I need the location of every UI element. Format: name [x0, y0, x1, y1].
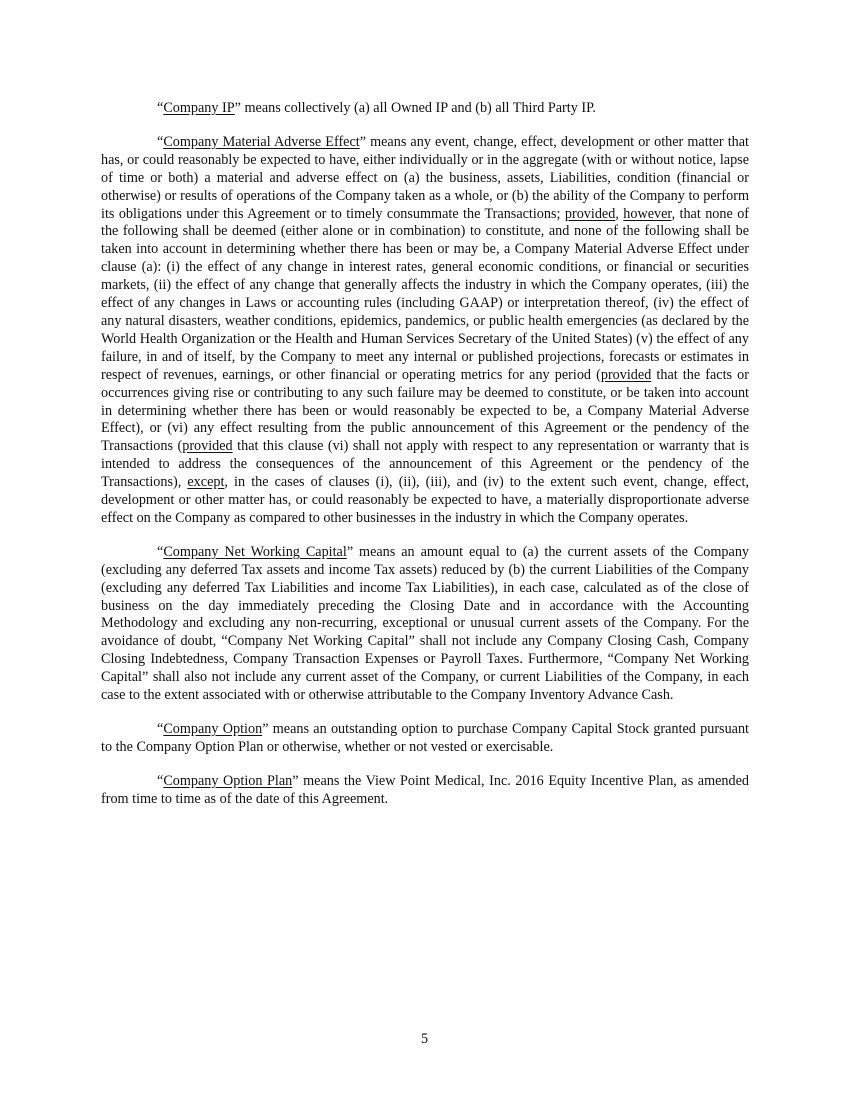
paragraph-text: ” means the View Point Medical, Inc. 2016 Equity Incentive Plan, as amended from time to time as of the date of this Agreement. — [101, 772, 750, 807]
defined-term: provided — [182, 438, 233, 455]
defined-term: Company Option — [163, 721, 263, 737]
page-number: 5 — [420, 1031, 429, 1047]
defined-term: Company IP — [163, 100, 235, 116]
paragraph-text: , — [615, 205, 624, 222]
paragraph-text: “ — [157, 721, 164, 737]
paragraph-text: ” means collectively (a) all Owned IP and (b) all Third Party IP. — [234, 100, 596, 116]
definition-company-net-working-capital — [101, 544, 749, 705]
defined-term: except — [187, 474, 225, 491]
defined-term: Company Material Adverse Effect — [163, 133, 360, 150]
document-body — [101, 100, 749, 825]
defined-term: provided — [564, 205, 616, 222]
paragraph-text: that the facts or occurrences giving rise or contributing to any such failure may be deemed to constitute, or be taken into account in determining whether there has been or would reasonably be expected to be, a Company Material Adverse Effect), or (vi) any effect resulting from the public announcement of this Agreement or the pendency of the Transactions ( — [101, 366, 749, 455]
paragraph-text: “ — [157, 133, 164, 150]
paragraph-text: , in the cases of clauses (i), (ii), (iii), and (iv) to the extent such event, change, effect, development or other matter has, or could reasonably be expected to have, a materially disproportionate adverse effect on the Company as compared to other businesses in the industry in which the Company operates. — [101, 474, 749, 526]
defined-term: however — [623, 205, 672, 222]
paragraph-text: “ — [157, 772, 164, 789]
paragraph-text: that this clause (vi) shall not apply with respect to any representation or warranty that is intended to address the consequences of the announcement of this Agreement or the pendency of the Transactions), — [101, 438, 749, 491]
paragraph-text: ” means an amount equal to (a) the current assets of the Company (excluding any deferred Tax assets and income Tax assets) reduced by (b) the current Liabilities of the Company (excluding any deferred Tax Liabilities and income Tax Liabilities), in each case, calculated as of the close of business on the day immediately preceding the Closing Date and in accordance with the Accounting Methodology and excluding any non-recurring, exceptional or unusual current assets of the Company. For the avoidance of doubt, “Company Net Working Capital” shall not include any Company Closing Cash, Company Closing Indebtedness, Company Transaction Expenses or Payroll Taxes. Furthermore, “Company Net Working Capital” shall also not include any current asset of the Company, or current Liabilities of the Company, in each case to the extent associated with or otherwise attributable to the Company Inventory Advance Cash. — [101, 543, 750, 704]
paragraph-text: , that none of the following shall be deemed (either alone or in combination) to constitute, and none of the following shall be taken into account in determining whether there has been or may be, a Company Material Adverse Effect under clause (a): (i) the effect of any change in interest rates, general economic conditions, or financial or securities markets, (ii) the effect of any change that generally affects the industry in which the Company operates, (iii) the effect of any changes in Laws or accounting rules (including GAAP) or interpretation thereof, (iv) the effect of any natural disasters, weather conditions, epidemics, pandemics, or public health emergencies (as declared by the World Health Organization or the Health and Human Services Secretary of the United States) (v) the effect of any failure, in and of itself, by the Company to meet any internal or published projections, forecasts or estimates in respect of revenues, earnings, or other financial or operating metrics for any period ( — [101, 205, 750, 383]
definition-company-option-plan — [101, 773, 749, 809]
defined-term: Company Net Working Capital — [163, 543, 347, 560]
definition-company-ip — [101, 100, 749, 118]
paragraph-text: “ — [157, 543, 164, 560]
definition-company-material-adverse-effect — [101, 134, 749, 528]
defined-term: Company Option Plan — [163, 772, 293, 789]
defined-term: provided — [600, 366, 652, 383]
paragraph-text: “ — [157, 100, 164, 116]
paragraph-text: ” means any event, change, effect, development or other matter that has, or could reasonably be expected to have, either individually or in the aggregate (with or without notice, lapse of time or both) a material and adverse effect on (a) the business, assets, Liabilities, condition (financial or otherwise) or results of operations of the Company taken as a whole, or (b) the ability of the Company to perform its obligations under this Agreement or to timely consummate the Transactions; — [101, 133, 749, 222]
paragraph-text: ” means an outstanding option to purchase Company Capital Stock granted pursuant to the Company Option Plan or otherwise, whether or not vested or exercisable. — [101, 721, 749, 755]
definition-company-option — [101, 721, 749, 757]
